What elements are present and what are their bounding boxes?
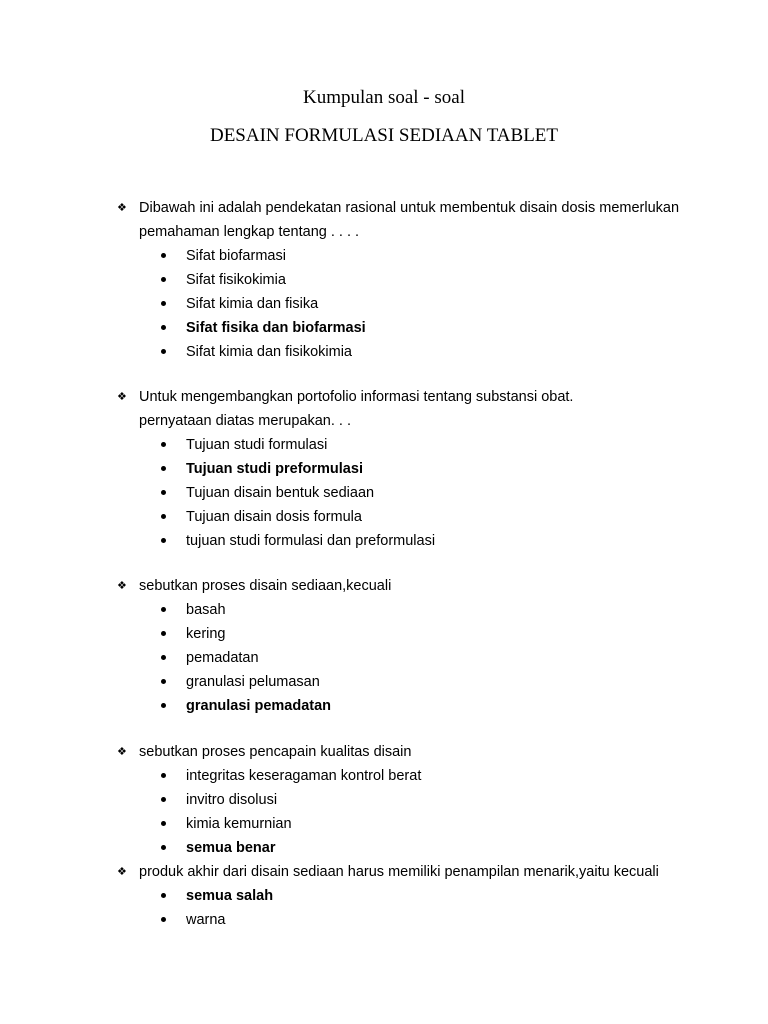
question-2 — [117, 385, 677, 553]
question-text: Untuk mengembangkan portofolio informasi tentang substansi obat. — [139, 389, 574, 405]
option-list — [117, 598, 677, 718]
question-text: Dibawah ini adalah pendekatan rasional untuk membentuk disain dosis memerlukan — [139, 200, 680, 216]
option-item: Tujuan studi formulasi — [117, 433, 677, 457]
option-item: invitro disolusi — [117, 788, 677, 812]
bullet-dot-icon — [161, 917, 166, 922]
question-5 — [117, 860, 677, 932]
option-item: Sifat kimia dan fisikokimia — [117, 340, 677, 364]
option-item: Sifat biofarmasi — [117, 244, 677, 268]
option-item-correct: Sifat fisika dan biofarmasi — [117, 316, 677, 340]
question-text: produk akhir dari disain sediaan harus memiliki penampilan menarik,yaitu kecuali — [139, 864, 659, 880]
bullet-dot-icon — [161, 466, 166, 471]
question-text: sebutkan proses disain sediaan,kecuali — [139, 578, 392, 594]
option-item-correct: semua benar — [117, 836, 677, 860]
bullet-dot-icon — [161, 325, 166, 330]
question-text: pemahaman lengkap tentang . . . . — [139, 224, 360, 240]
option-item: Sifat fisikokimia — [117, 268, 677, 292]
diamond-bullet-icon: ❖ — [117, 580, 127, 592]
option-item: warna — [117, 908, 677, 932]
diamond-bullet-icon: ❖ — [117, 746, 127, 758]
option-item: Sifat kimia dan fisika — [117, 292, 677, 316]
option-list — [117, 244, 677, 364]
bullet-dot-icon — [161, 679, 166, 684]
option-item: Tujuan disain dosis formula — [117, 505, 677, 529]
option-item: granulasi pelumasan — [117, 670, 677, 694]
option-item: pemadatan — [117, 646, 677, 670]
bullet-dot-icon — [161, 845, 166, 850]
question-1 — [117, 196, 680, 364]
option-item: kimia kemurnian — [117, 812, 677, 836]
option-item: basah — [117, 598, 677, 622]
bullet-dot-icon — [161, 631, 166, 636]
bullet-dot-icon — [161, 490, 166, 495]
document-title: Kumpulan soal - soal — [302, 87, 465, 108]
bullet-dot-icon — [161, 301, 166, 306]
bullet-dot-icon — [161, 514, 166, 519]
bullet-dot-icon — [161, 655, 166, 660]
bullet-dot-icon — [161, 821, 166, 826]
bullet-dot-icon — [161, 253, 166, 258]
option-list — [117, 764, 677, 860]
bullet-dot-icon — [161, 703, 166, 708]
diamond-bullet-icon: ❖ — [117, 391, 127, 403]
diamond-bullet-icon: ❖ — [117, 202, 127, 214]
bullet-dot-icon — [161, 797, 166, 802]
question-4 — [117, 740, 677, 860]
question-text: pernyataan diatas merupakan. . . — [139, 413, 351, 429]
option-item-correct: semua salah — [117, 884, 677, 908]
bullet-dot-icon — [161, 349, 166, 354]
bullet-dot-icon — [161, 277, 166, 282]
diamond-bullet-icon: ❖ — [117, 866, 127, 878]
option-list — [117, 433, 677, 553]
option-list — [117, 884, 677, 932]
document-subtitle: DESAIN FORMULASI SEDIAAN TABLET — [209, 125, 559, 146]
option-item: integritas keseragaman kontrol berat — [117, 764, 677, 788]
option-item-correct: granulasi pemadatan — [117, 694, 677, 718]
question-3 — [117, 574, 677, 718]
option-item: Tujuan disain bentuk sediaan — [117, 481, 677, 505]
bullet-dot-icon — [161, 442, 166, 447]
bullet-dot-icon — [161, 893, 166, 898]
option-item: tujuan studi formulasi dan preformulasi — [117, 529, 677, 553]
bullet-dot-icon — [161, 773, 166, 778]
option-item-correct: Tujuan studi preformulasi — [117, 457, 677, 481]
bullet-dot-icon — [161, 607, 166, 612]
option-item: kering — [117, 622, 677, 646]
bullet-dot-icon — [161, 538, 166, 543]
question-text: sebutkan proses pencapain kualitas disain — [139, 744, 412, 760]
